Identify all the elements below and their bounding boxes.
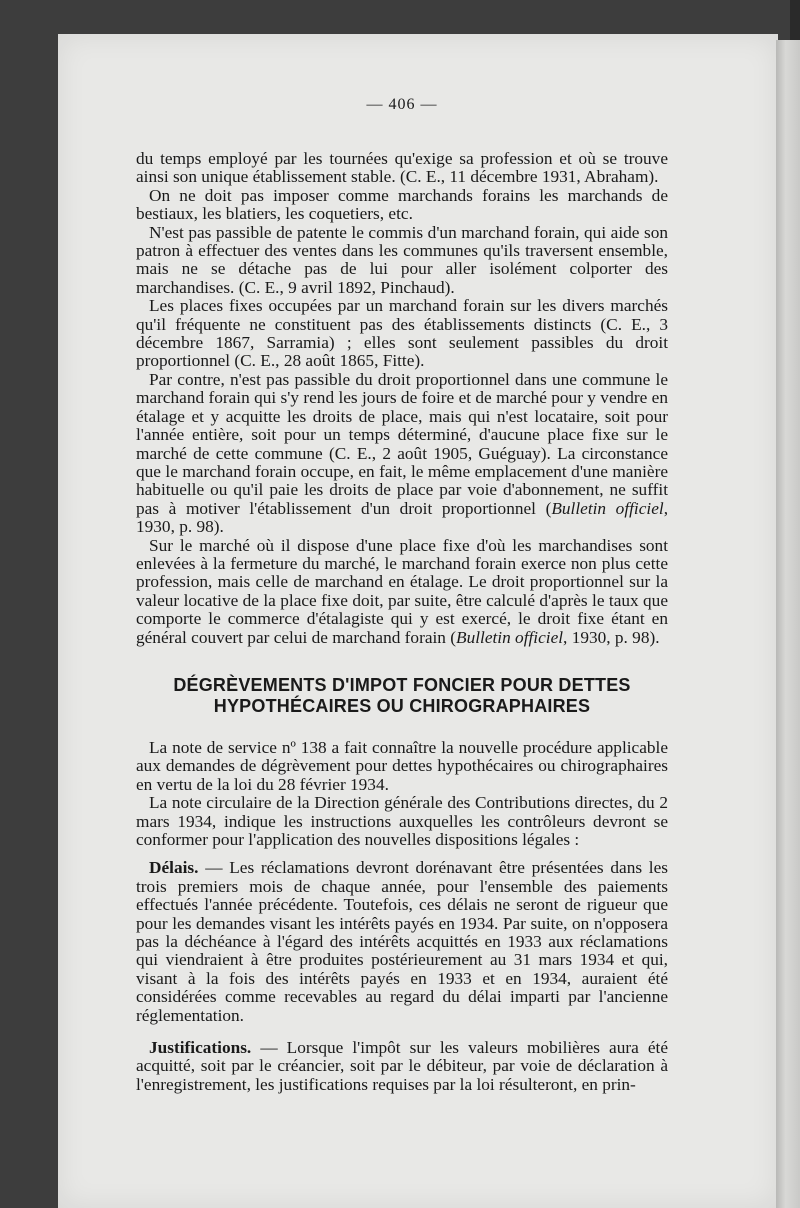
- citation-italic: Bulletin officiel: [456, 627, 564, 647]
- section-title-line: DÉGRÈVEMENTS D'IMPOT FONCIER POUR DETTES: [173, 674, 631, 695]
- page-edge: [776, 40, 800, 1208]
- paragraph: La note de service nº 138 a fait connaître la nouvelle procédure applicable aux demandes de dégrèvement pour dettes hypothécaires ou chirographaires en vertu de la loi du 28 février 1934.: [136, 737, 668, 794]
- paragraph: [136, 371, 668, 537]
- paragraph-justifications: [136, 1039, 668, 1094]
- paragraph-text: , 1930, p. 98).: [136, 498, 669, 537]
- section-title: [136, 675, 668, 717]
- paragraph-text: Sur le marché où il dispose d'une place fixe d'où les marchandises sont enlevées à la fermeture du marché, le marchand forain exerce non plus cette profession, mais celle de marchand en étalage. Le droit proportionnel sur la valeur locative de la place fixe doit, par suite, être calculé d'après le taux que comporte le commerce d'étalagiste qui y est exercé, le droit fixe étant en général couvert par celui de marchand forain (: [136, 535, 668, 647]
- paragraph-text: — Lorsque l'impôt sur les valeurs mobilières aura été acquitté, soit par le créancier, soit par le débiteur, par voie de déclaration à l'enregistrement, les justifications requises par la loi résulteront, en prin-: [136, 1038, 668, 1094]
- paragraph: [136, 537, 668, 647]
- section-title-line: HYPOTHÉCAIRES OU CHIROGRAPHAIRES: [213, 695, 591, 716]
- citation-italic: Bulletin officiel: [551, 498, 664, 518]
- paragraph-delais: [136, 859, 668, 1025]
- page-content: [136, 96, 668, 1094]
- spacer: [136, 1025, 668, 1039]
- paragraph: On ne doit pas imposer comme marchands forains les marchands de bestiaux, les blatiers, les coquetiers, etc.: [136, 185, 668, 224]
- paragraph-text: — Les réclamations devront dorénavant être présentées dans les trois premiers mois de chaque année, pour l'ensemble des paiements effectués l'année précédente. Toutefois, ces délais ne seront de rigueur que pour les demandes visant les intérêts payés en 1934. Par suite, on n'opposera pas la déchéance à l'égard des intérêts acquittés en 1933 aux réclamations qui viendraient à être produites postérieurement au 31 mars 1934 et qui, visant à la fois des intérêts payés en 1933 et en 1934, auraient été considérées comme recevables au regard du délai imparti par l'ancienne réglementation.: [136, 858, 668, 1025]
- paragraph-text: Par contre, n'est pas passible du droit proportionnel dans une commune le marchand forain qui s'y rend les jours de foire et de marché pour y vendre en étalage et y acquitte les droits de place, mais qui n'est locataire, soit pour l'année entière, soit pour un temps déterminé, d'aucune place fixe sur le marché de cette commune (C. E., 2 août 1905, Guéguay). La circonstance que le marchand forain occupe, en fait, le même emplacement d'une manière habituelle ou qu'il paie les droits de place par voie d'abonnement, ne suffit pas à motiver l'établissement d'un droit proportionnel (: [136, 369, 668, 518]
- paragraph: N'est pas passible de patente le commis d'un marchand forain, qui aide son patron à effectuer des ventes dans les communes qu'ils traversent ensemble, mais ne se détache pas de lui pour aller isolément colporter des marchandises. (C. E., 9 avril 1892, Pinchaud).: [136, 222, 668, 297]
- paragraph-continuation: du temps employé par les tournées qu'exige sa profession et où se trouve ainsi son unique établissement stable. (C. E., 11 décembre 1931, Abraham).: [136, 149, 668, 187]
- paragraph: La note circulaire de la Direction générale des Contributions directes, du 2 mars 1934, indique les instructions auxquelles les contrôleurs devront se conformer pour l'application des nouvelles dispositions légales :: [136, 793, 668, 849]
- paragraph: Les places fixes occupées par un marchand forain sur les divers marchés qu'il fréquente ne constituent pas des établissements distincts (C. E., 3 décembre 1867, Sarramia) ; elles sont seulement passibles du droit proportionnel (C. E., 28 août 1865, Fitte).: [136, 296, 668, 371]
- subheading-justifications: Justifications.: [149, 1038, 252, 1058]
- paragraph-text: , 1930, p. 98).: [563, 627, 660, 647]
- subheading-delais: Délais.: [149, 858, 199, 878]
- page-number: — 406 —: [366, 96, 438, 113]
